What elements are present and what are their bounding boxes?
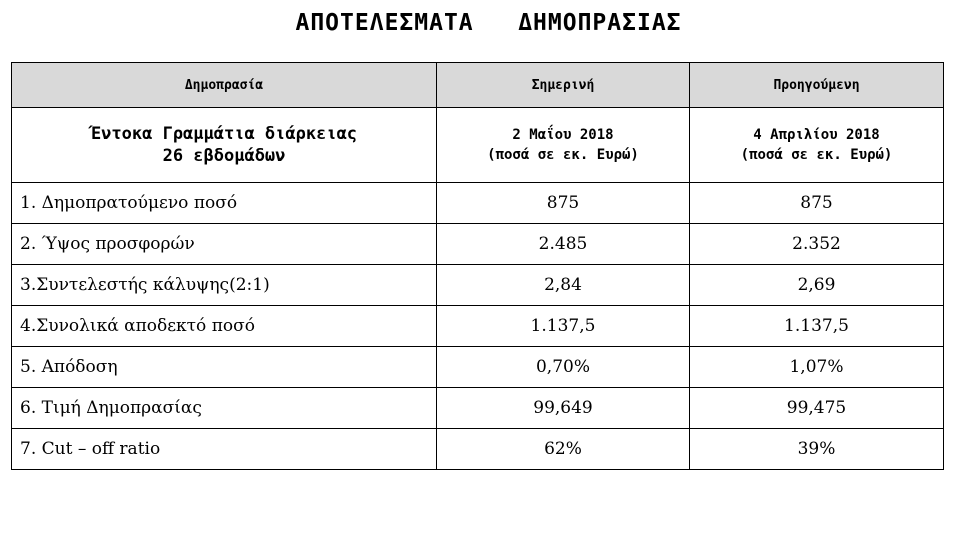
instrument-cell <box>12 108 437 183</box>
table-row <box>12 429 944 470</box>
instrument-line-2: 26 εβδομάδων <box>162 146 286 166</box>
row-label: 5. Απόδοση <box>12 347 437 388</box>
previous-date-cell <box>690 108 944 183</box>
row-current-value: 2.485 <box>437 224 690 265</box>
row-previous-value: 2.352 <box>690 224 944 265</box>
row-current-value: 2,84 <box>437 265 690 306</box>
row-label: 2. Ύψος προσφορών <box>12 224 437 265</box>
previous-unit: (ποσά σε εκ. Ευρώ) <box>740 147 893 163</box>
row-label: 7. Cut – off ratio <box>12 429 437 470</box>
row-current-value: 99,649 <box>437 388 690 429</box>
table-row <box>12 265 944 306</box>
row-label: 3.Συντελεστής κάλυψης(2:1) <box>12 265 437 306</box>
row-current-value: 875 <box>437 183 690 224</box>
row-previous-value: 1,07% <box>690 347 944 388</box>
instrument-line-1: Έντοκα Γραμμάτια διάρκειας <box>90 124 358 144</box>
auction-results-table <box>11 62 944 470</box>
header-current: Σημερινή <box>437 63 690 108</box>
current-unit: (ποσά σε εκ. Ευρώ) <box>487 147 639 163</box>
row-previous-value: 875 <box>690 183 944 224</box>
row-current-value: 0,70% <box>437 347 690 388</box>
current-date-cell <box>437 108 690 183</box>
row-previous-value: 2,69 <box>690 265 944 306</box>
header-auction: Δημοπρασία <box>12 63 437 108</box>
row-previous-value: 99,475 <box>690 388 944 429</box>
table-row <box>12 224 944 265</box>
row-label: 4.Συνολικά αποδεκτό ποσό <box>12 306 437 347</box>
table-subheader-row <box>12 108 944 183</box>
row-current-value: 62% <box>437 429 690 470</box>
row-previous-value: 1.137,5 <box>690 306 944 347</box>
table-row <box>12 388 944 429</box>
row-label: 6. Τιμή Δημοπρασίας <box>12 388 437 429</box>
table-row <box>12 306 944 347</box>
header-previous: Προηγούμενη <box>690 63 944 108</box>
row-label: 1. Δημοπρατούμενο ποσό <box>12 183 437 224</box>
row-previous-value: 39% <box>690 429 944 470</box>
table-row <box>12 347 944 388</box>
current-date: 2 Μαΐου 2018 <box>512 127 614 143</box>
page-title: ΑΠΟΤΕΛΕΣΜΑΤΑ ΔΗΜΟΠΡΑΣΙΑΣ <box>295 10 682 36</box>
table-row <box>12 183 944 224</box>
table-header-row <box>12 63 944 108</box>
previous-date: 4 Απριλίου 2018 <box>753 127 880 143</box>
row-current-value: 1.137,5 <box>437 306 690 347</box>
